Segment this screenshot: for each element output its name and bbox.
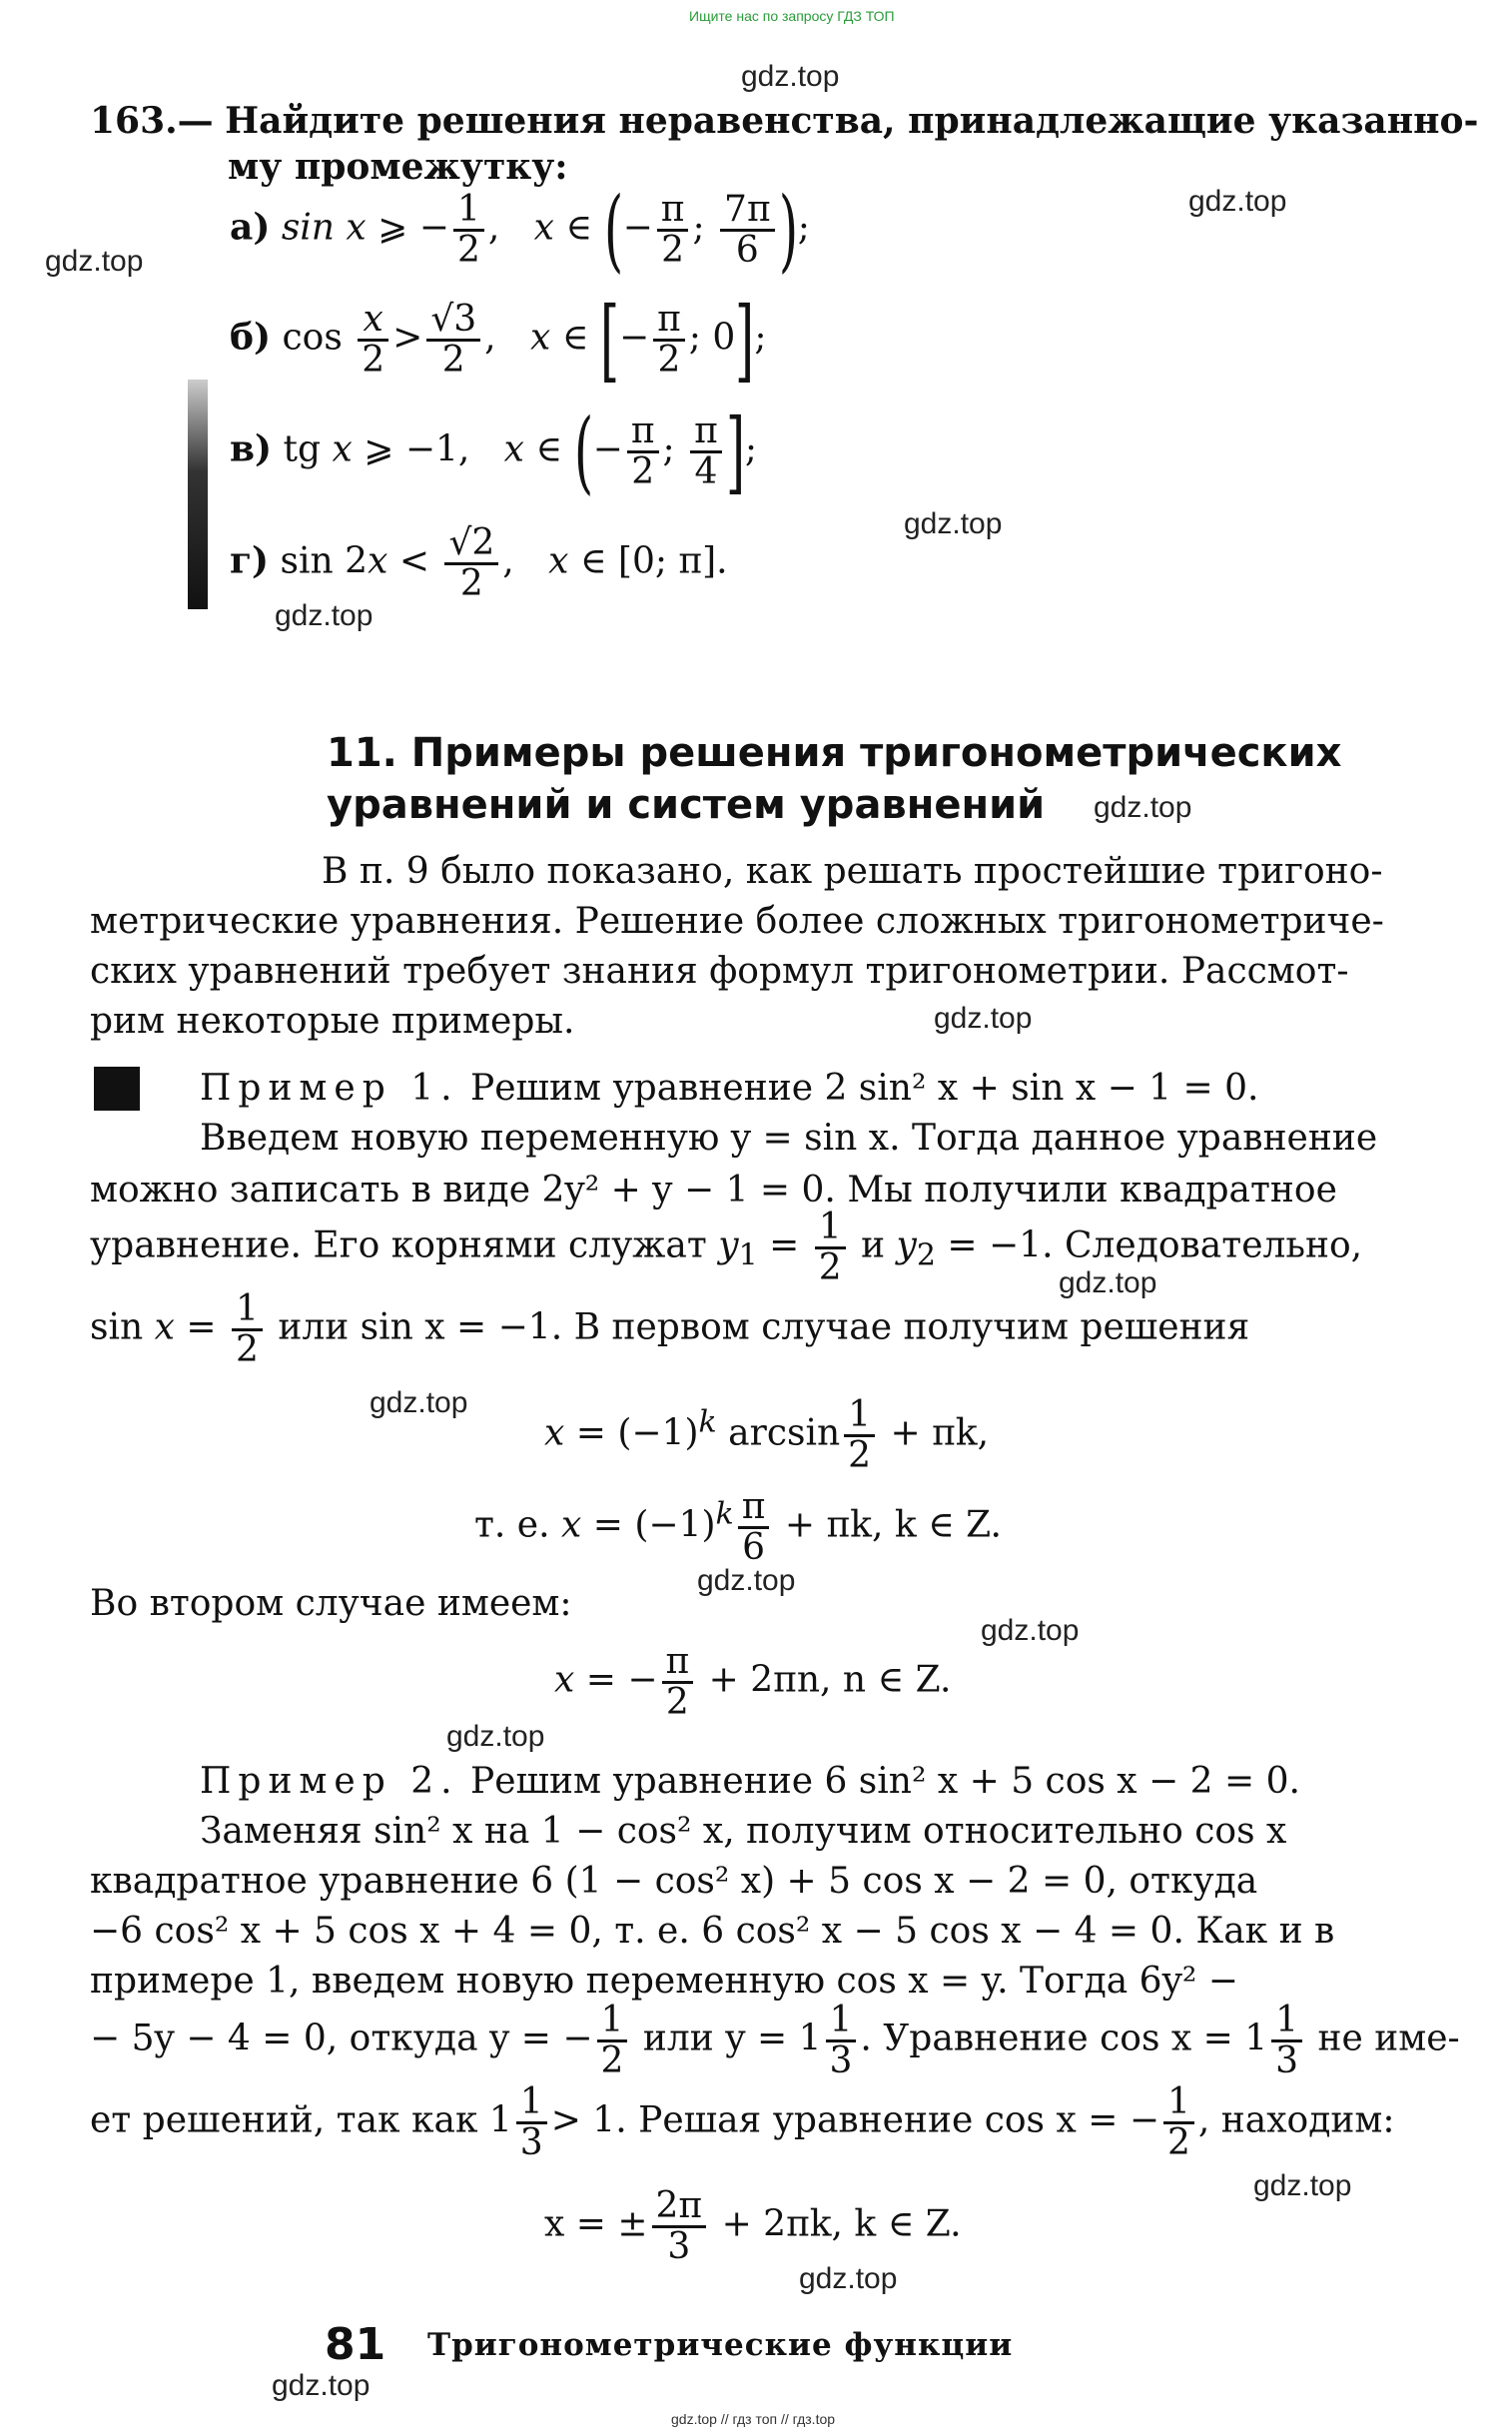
formula-example2: x = ± $\frac{2\pi}{3}$ + 2πk, k ∈ Z. (544, 2185, 962, 2267)
example1-line3: можно записать в виде 2y² + y − 1 = 0. Мы получили квадратное (90, 1170, 1337, 1211)
watermark: gdz.top (697, 1564, 796, 1597)
formula-arcsin: $x = (-1)^k$ arcsin $\frac{1}{2}$ + πk, (544, 1394, 990, 1476)
example1-second-case: Во втором случае имеем: (90, 1583, 572, 1624)
watermark: gdz.top (272, 2369, 371, 2402)
example-marker (94, 1067, 140, 1111)
watermark: gdz.top (741, 60, 840, 93)
exercise-item-a: а) sin x ⩾ − $\frac{1}{2}$ , x ∈ (− $\frac{\pi}{2}$ ; $\frac{7\pi}{6}$ ); (230, 178, 810, 283)
exercise-item-g: г) sin 2x < $\frac{√2}{2}$ , x ∈ [0; π]. (230, 522, 728, 604)
top-banner: Ищите нас по запросу ГДЗ ТОП (689, 8, 895, 24)
watermark: gdz.top (799, 2262, 898, 2295)
formula-second-case: x = − $\frac{\pi}{2}$ + 2πn, n ∈ Z. (554, 1641, 952, 1723)
exercise-prompt-line1: Найдите решения неравенства, принадлежащие указанно- (225, 100, 1479, 142)
page-number: 81 (325, 2319, 386, 2370)
exercise-number: 163.— (90, 100, 214, 142)
section-title: 11. Примеры решения тригонометрических уравнений и систем уравнений (327, 730, 1342, 828)
exercise-prompt-line2: му промежутку: (228, 146, 568, 188)
example1-line5: sin x = $\frac{1}{2}$ или sin x = −1. В первом случае получим решения (90, 1288, 1250, 1370)
example1-line2: Введем новую переменную y = sin x. Тогда данное уравнение (200, 1118, 1378, 1159)
watermark: gdz.top (1094, 791, 1192, 824)
watermark: gdz.top (45, 245, 144, 278)
watermark: gdz.top (981, 1614, 1080, 1647)
exercise-item-v: в) tg x ⩾ −1, x ∈ (− $\frac{\pi}{2}$ ; $\frac{\pi}{4}$ ]; (230, 400, 758, 504)
formula-pi-over-6: т. е. $x = (-1)^k$ $\frac{\pi}{6}$ + πk, k ∈ Z. (474, 1486, 1003, 1568)
watermark: gdz.top (1253, 2169, 1352, 2202)
watermark: gdz.top (370, 1386, 468, 1419)
example2-statement: Пример 2. Решим уравнение 6 sin² x + 5 cos x − 2 = 0. (200, 1761, 1300, 1802)
exercise-item-b: б) cos $\frac{x}{2}$ > $\frac{√3}{2}$ , x ∈ [− $\frac{\pi}{2}$ ; 0]; (230, 288, 767, 393)
running-title: Тригонометрические функции (427, 2327, 1014, 2363)
example2-line4: −6 cos² x + 5 cos x + 4 = 0, т. е. 6 cos² x − 5 cos x − 4 = 0. Как и в (90, 1911, 1335, 1952)
watermark: gdz.top (934, 1002, 1033, 1035)
watermark: gdz.top (1059, 1266, 1157, 1299)
example2-line7: ет решений, так как 1 $\frac{1}{3}$ > 1. Решая уравнение cos x = − $\frac{1}{2}$ , находим: (90, 2081, 1395, 2163)
example2-line5: примере 1, введем новую переменную cos x = y. Тогда 6y² − (90, 1961, 1238, 2002)
example1-line4: уравнение. Его корнями служат $y_1$ = $\frac{1}{2}$ и $y_2 = -1$. Следовательно, (90, 1207, 1363, 1288)
watermark: gdz.top (1188, 185, 1287, 218)
watermark: gdz.top (275, 599, 374, 632)
watermark: gdz.top (446, 1720, 545, 1753)
section-intro: В п. 9 было показано, как решать простейшие тригоно- метрические уравнения. Решение более сложных тригонометриче- ских уравнений требует знания формул тригонометрии. Рассмот- рим некоторые примеры. (90, 851, 1384, 1042)
bottom-links[interactable]: gdz.top // гдз топ // гдз.top (671, 2411, 836, 2427)
exercise-prompt (90, 100, 1479, 143)
margin-mark (188, 380, 208, 609)
example2-line3: квадратное уравнение 6 (1 − cos² x) + 5 cos x − 2 = 0, откуда (90, 1861, 1258, 1902)
example2-line6: − 5y − 4 = 0, откуда y = − $\frac{1}{2}$ или y = 1 $\frac{1}{3}$ . Уравнение cos x = 1 $\frac{1}{3}$ не име- (90, 2000, 1460, 2081)
watermark: gdz.top (904, 507, 1003, 540)
example2-line2: Заменяя sin² x на 1 − cos² x, получим относительно cos x (200, 1811, 1287, 1852)
example1-statement: Пример 1. Решим уравнение 2 sin² x + sin x − 1 = 0. (200, 1068, 1259, 1109)
